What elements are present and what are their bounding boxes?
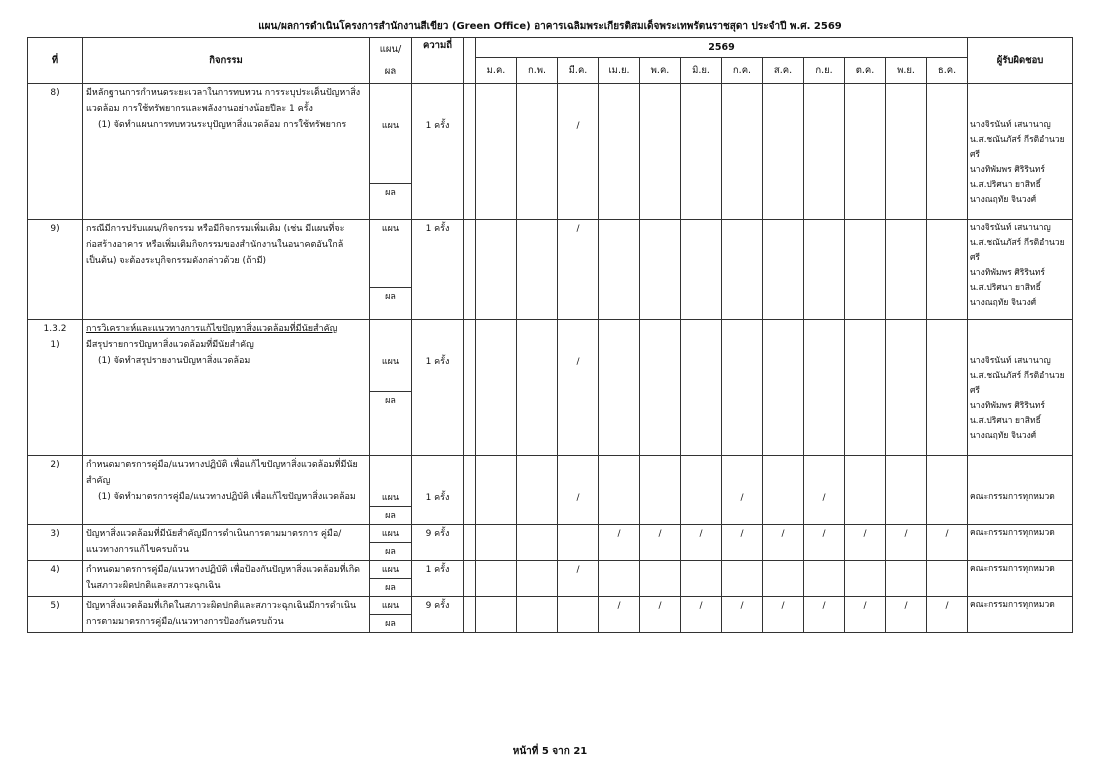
- responsible-name: นางณฤทัย จินวงศ์: [970, 298, 1037, 308]
- responsible-name: นางทิพัมพร ศิริรินทร์: [970, 401, 1045, 411]
- result-label: ผล: [370, 615, 412, 633]
- month-mark: /: [599, 597, 640, 633]
- row-number-text: 9): [50, 224, 60, 234]
- month-mark: [927, 456, 968, 525]
- month-mark: [886, 561, 927, 597]
- responsible-name: คณะกรรมการทุกหมวด: [970, 528, 1055, 538]
- month-mark: [804, 220, 845, 320]
- header-activity: กิจกรรม: [83, 38, 370, 84]
- frequency: 1 ครั้ง: [412, 561, 464, 597]
- plan-label: แผน: [370, 525, 412, 543]
- month-mark: [640, 456, 681, 525]
- month-mark: /: [804, 456, 845, 525]
- month-mark: [681, 561, 722, 597]
- activity-cell: [83, 561, 370, 597]
- result-label: ผล: [370, 392, 412, 456]
- month-mark: [558, 525, 599, 561]
- row-sub-number: 1): [50, 340, 60, 350]
- month-header: มี.ค.: [558, 58, 599, 84]
- frequency: 1 ครั้ง: [412, 320, 464, 456]
- month-mark: [476, 561, 517, 597]
- responsible-name: น.ส.ปริศนา ยาสิทธิ์: [970, 180, 1041, 190]
- month-header: พ.ค.: [640, 58, 681, 84]
- month-header: ม.ค.: [476, 58, 517, 84]
- month-mark: [558, 597, 599, 633]
- frequency: 9 ครั้ง: [412, 525, 464, 561]
- month-mark: /: [681, 597, 722, 633]
- month-header: ธ.ค.: [927, 58, 968, 84]
- month-mark: [640, 84, 681, 220]
- responsible-name: น.ส.ชณันภัสร์ กีรติอำนวยศรี: [970, 135, 1065, 160]
- activity-text: กำหนดมาตรการคู่มือ/แนวทางปฏิบัติ เพื่อป้องกันปัญหาสิ่งแวดล้อมที่เกิดในสภาวะผิดปกติและสภาวะฉุกเฉิน: [86, 565, 361, 591]
- month-mark: [517, 220, 558, 320]
- row-number-text: 4): [50, 565, 60, 575]
- activity-text: กรณีมีการปรับแผน/กิจกรรม หรือมีกิจกรรมเพิ่มเติม (เช่น มีแผนที่จะก่อสร้างอาคาร หรือเพิ่มเติมกิจกรรมของสำนักงานในอนาคตอันใกล้ เป็นต้น) จะต้องระบุกิจกรรมดังกล่าวด้วย (ถ้ามี): [86, 224, 345, 266]
- month-mark: [845, 561, 886, 597]
- result-label: ผล: [370, 288, 412, 320]
- month-mark: [927, 220, 968, 320]
- header-plan-result-line1: แผน/: [379, 43, 402, 55]
- row-number: [28, 597, 83, 633]
- month-mark: [763, 220, 804, 320]
- month-mark: [763, 84, 804, 220]
- row-number: [28, 84, 83, 220]
- month-mark: [681, 84, 722, 220]
- month-mark: [517, 561, 558, 597]
- frequency: 9 ครั้ง: [412, 597, 464, 633]
- month-mark: [804, 84, 845, 220]
- row-number: [28, 220, 83, 320]
- month-mark: [722, 220, 763, 320]
- row-number-text: 3): [50, 529, 60, 539]
- month-mark: /: [640, 525, 681, 561]
- month-mark: [722, 561, 763, 597]
- activity-cell: [83, 525, 370, 561]
- activity-heading: การวิเคราะห์และแนวทางการแก้ไขปัญหาสิ่งแวดล้อมที่มีนัยสำคัญ: [86, 324, 338, 334]
- month-mark: [640, 320, 681, 456]
- plan-label: แผน: [370, 561, 412, 579]
- month-mark: [476, 320, 517, 456]
- month-mark: [517, 456, 558, 525]
- month-mark: /: [722, 597, 763, 633]
- frequency: 1 ครั้ง: [412, 84, 464, 220]
- month-mark: [804, 561, 845, 597]
- table-row: [28, 561, 1073, 579]
- activity-cell: [83, 456, 370, 525]
- month-mark: [476, 525, 517, 561]
- month-header: ส.ค.: [763, 58, 804, 84]
- spacer-cell: [464, 220, 476, 320]
- frequency: 1 ครั้ง: [412, 456, 464, 525]
- month-mark: [681, 220, 722, 320]
- responsible-name: น.ส.ปริศนา ยาสิทธิ์: [970, 416, 1041, 426]
- month-mark: [476, 84, 517, 220]
- month-mark: [804, 320, 845, 456]
- header-no: ที่: [28, 38, 83, 84]
- month-mark: [517, 525, 558, 561]
- responsible-cell: [968, 320, 1073, 456]
- row-number: [28, 320, 83, 456]
- month-mark: /: [558, 456, 599, 525]
- row-number: [28, 525, 83, 561]
- month-mark: [886, 320, 927, 456]
- responsible-name: นางณฤทัย จินวงศ์: [970, 431, 1037, 441]
- responsible-name: นางจิรนันท์ เสนานาญ: [970, 120, 1051, 130]
- month-mark: /: [763, 597, 804, 633]
- month-mark: /: [722, 525, 763, 561]
- header-frequency: ความถี่: [412, 38, 464, 84]
- month-mark: /: [845, 525, 886, 561]
- plan-label: แผน: [370, 84, 412, 184]
- table-row: [28, 597, 1073, 615]
- month-mark: [599, 320, 640, 456]
- month-header: ก.ค.: [722, 58, 763, 84]
- month-mark: [599, 220, 640, 320]
- month-mark: [476, 597, 517, 633]
- month-mark: /: [558, 84, 599, 220]
- month-mark: [599, 561, 640, 597]
- spacer-cell: [464, 84, 476, 220]
- table-row: [28, 320, 1073, 392]
- activity-cell: [83, 320, 370, 456]
- activity-text: ปัญหาสิ่งแวดล้อมที่มีนัยสำคัญมีการดำเนินการตามมาตรการ คู่มือ/แนวทางการแก้ไขครบถ้วน: [86, 529, 342, 555]
- header-plan-result-line2: ผล: [384, 65, 397, 77]
- header-spacer: [464, 38, 476, 84]
- header-year: 2569: [476, 38, 968, 58]
- month-mark: [845, 84, 886, 220]
- row-number-text: 2): [50, 460, 60, 470]
- table-row: [28, 456, 1073, 507]
- activity-text: มีหลักฐานการกำหนดระยะเวลาในการทบทวน การระบุประเด็นปัญหาสิ่งแวดล้อม การใช้ทรัพยากรและพลังงานอย่างน้อยปีละ 1 ครั้ง: [86, 88, 361, 114]
- responsible-cell: [968, 84, 1073, 220]
- responsible-cell: [968, 597, 1073, 633]
- month-mark: [845, 220, 886, 320]
- spacer-cell: [464, 561, 476, 597]
- table-body: [28, 84, 1073, 633]
- month-mark: /: [722, 456, 763, 525]
- activity-cell: [83, 220, 370, 320]
- month-mark: /: [886, 597, 927, 633]
- month-mark: [640, 561, 681, 597]
- month-mark: [927, 561, 968, 597]
- spacer-cell: [464, 320, 476, 456]
- responsible-name: นางจิรนันท์ เสนานาญ: [970, 223, 1051, 233]
- responsible-cell: [968, 456, 1073, 525]
- month-mark: /: [804, 597, 845, 633]
- month-mark: [681, 456, 722, 525]
- month-mark: [517, 84, 558, 220]
- page-footer: หน้าที่ 5 จาก 21: [512, 746, 588, 757]
- month-mark: [722, 320, 763, 456]
- spacer-cell: [464, 456, 476, 525]
- month-mark: /: [681, 525, 722, 561]
- activity-sub: (1) จัดทำแผนการทบทวนระบุปัญหาสิ่งแวดล้อม การใช้ทรัพยากร: [98, 120, 347, 130]
- activity-cell: [83, 84, 370, 220]
- month-mark: /: [845, 597, 886, 633]
- plan-label: แผน: [370, 456, 412, 507]
- header-responsible: ผู้รับผิดชอบ: [968, 38, 1073, 84]
- month-mark: [599, 84, 640, 220]
- month-header: ก.พ.: [517, 58, 558, 84]
- month-mark: [640, 220, 681, 320]
- month-header: ต.ค.: [845, 58, 886, 84]
- month-mark: /: [558, 320, 599, 456]
- month-mark: [886, 84, 927, 220]
- month-mark: /: [558, 561, 599, 597]
- month-mark: [517, 320, 558, 456]
- table-row: [28, 220, 1073, 288]
- month-mark: [927, 84, 968, 220]
- month-mark: [886, 220, 927, 320]
- month-mark: [599, 456, 640, 525]
- activity-sub: (1) จัดทำมาตรการคู่มือ/แนวทางปฏิบัติ เพื่อแก้ไขปัญหาสิ่งแวดล้อม: [98, 492, 356, 502]
- plan-label: แผน: [370, 597, 412, 615]
- month-mark: /: [804, 525, 845, 561]
- result-label: ผล: [370, 184, 412, 220]
- month-header: พ.ย.: [886, 58, 927, 84]
- responsible-name: คณะกรรมการทุกหมวด: [970, 564, 1055, 574]
- result-label: ผล: [370, 507, 412, 525]
- activity-sub: (1) จัดทำสรุปรายงานปัญหาสิ่งแวดล้อม: [98, 356, 251, 366]
- month-mark: /: [640, 597, 681, 633]
- activity-cell: [83, 597, 370, 633]
- month-header: ก.ย.: [804, 58, 845, 84]
- responsible-cell: [968, 525, 1073, 561]
- month-mark: [763, 320, 804, 456]
- responsible-name: นางทิพัมพร ศิริรินทร์: [970, 268, 1045, 278]
- row-number: [28, 456, 83, 525]
- activity-text: มีสรุปรายการปัญหาสิ่งแวดล้อมที่มีนัยสำคัญ: [86, 340, 254, 350]
- row-number-text: 1.3.2: [43, 324, 67, 334]
- spacer-cell: [464, 525, 476, 561]
- frequency: 1 ครั้ง: [412, 220, 464, 320]
- spacer-cell: [464, 597, 476, 633]
- month-mark: [722, 84, 763, 220]
- month-mark: /: [558, 220, 599, 320]
- activity-text: กำหนดมาตรการคู่มือ/แนวทางปฏิบัติ เพื่อแก้ไขปัญหาสิ่งแวดล้อมที่มีนัยสำคัญ: [86, 460, 358, 486]
- month-mark: [886, 456, 927, 525]
- responsible-name: น.ส.ชณันภัสร์ กีรติอำนวยศรี: [970, 238, 1065, 263]
- month-mark: [763, 456, 804, 525]
- result-label: ผล: [370, 543, 412, 561]
- responsible-name: คณะกรรมการทุกหมวด: [970, 600, 1055, 610]
- row-number-text: 8): [50, 88, 60, 98]
- page-title: แผน/ผลการดำเนินโครงการสำนักงานสีเขียว (Green Office) อาคารเฉลิมพระเกียรติสมเด็จพระเทพรัตนราชสุดา ประจำปี พ.ศ. 2569: [258, 21, 842, 32]
- month-mark: [845, 456, 886, 525]
- table-row: [28, 525, 1073, 543]
- header-plan-result: [370, 38, 412, 84]
- responsible-name: นางณฤทัย จินวงศ์: [970, 195, 1037, 205]
- plan-table: [27, 37, 1073, 633]
- responsible-cell: [968, 561, 1073, 597]
- row-number: [28, 561, 83, 597]
- month-header: เม.ย.: [599, 58, 640, 84]
- responsible-cell: [968, 220, 1073, 320]
- responsible-name: คณะกรรมการทุกหมวด: [970, 492, 1055, 502]
- responsible-name: น.ส.ปริศนา ยาสิทธิ์: [970, 283, 1041, 293]
- month-mark: /: [886, 525, 927, 561]
- month-mark: [927, 320, 968, 456]
- month-mark: [476, 220, 517, 320]
- month-mark: /: [927, 525, 968, 561]
- plan-label: แผน: [370, 220, 412, 288]
- month-mark: [517, 597, 558, 633]
- row-number-text: 5): [50, 601, 60, 611]
- responsible-name: นางจิรนันท์ เสนานาญ: [970, 356, 1051, 366]
- month-mark: /: [763, 525, 804, 561]
- month-mark: [845, 320, 886, 456]
- plan-label: แผน: [370, 320, 412, 392]
- responsible-name: นางทิพัมพร ศิริรินทร์: [970, 165, 1045, 175]
- month-mark: /: [599, 525, 640, 561]
- month-mark: [681, 320, 722, 456]
- month-mark: [476, 456, 517, 525]
- table-row: [28, 84, 1073, 184]
- month-header: มิ.ย.: [681, 58, 722, 84]
- activity-text: ปัญหาสิ่งแวดล้อมที่เกิดในสภาวะผิดปกติและสภาวะฉุกเฉินมีการดำเนินการตามมาตรการคู่มือ/แนวทางการป้องกันครบถ้วน: [86, 601, 357, 627]
- responsible-name: น.ส.ชณันภัสร์ กีรติอำนวยศรี: [970, 371, 1065, 396]
- month-mark: /: [927, 597, 968, 633]
- month-mark: [763, 561, 804, 597]
- result-label: ผล: [370, 579, 412, 597]
